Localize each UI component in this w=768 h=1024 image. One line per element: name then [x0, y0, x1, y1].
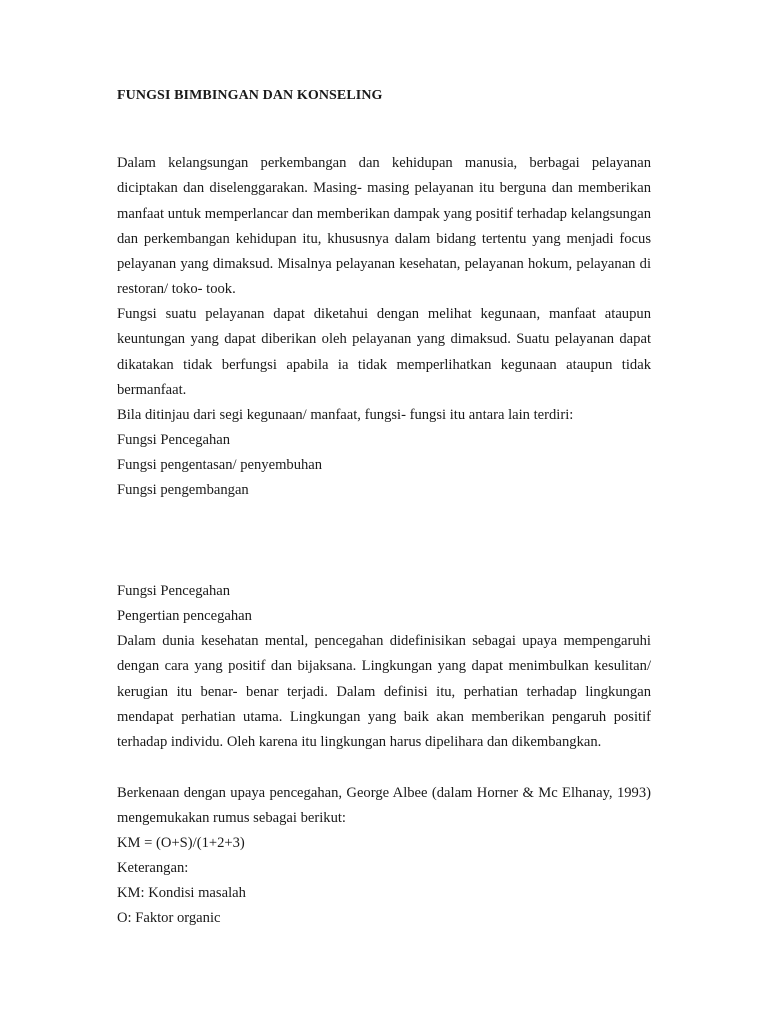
function-list-item: Fungsi Pencegahan [117, 432, 231, 448]
function-list-item: Fungsi pengembangan [117, 482, 249, 498]
function-list-item: Fungsi pengentasan/ penyembuhan [117, 457, 323, 473]
legend-item: O: Faktor organic [117, 910, 221, 926]
document-title: FUNGSI BIMBINGAN DAN KONSELING [117, 88, 383, 103]
formula: KM = (O+S)/(1+2+3) [117, 835, 245, 851]
paragraph-function-definition: Fungsi suatu pelayanan dapat diketahui dengan melihat kegunaan, manfaat ataupun keuntungan yang dapat diberikan oleh pelayanan yang dimaksud. Suatu pelayanan dapat dikatakan tidak berfungsi apabila ia tidak memperlihatkan kegunaan ataupun tidak bermanfaat. [117, 306, 651, 398]
paragraph-prevention-definition: Dalam dunia kesehatan mental, pencegahan didefinisikan sebagai upaya mempengaruhi dengan cara yang positif dan bijaksana. Lingkungan yang dapat menimbulkan kesulitan/ kerugian itu benar- benar terjadi. Dalam definisi itu, perhatian terhadap lingkungan mendapat perhatian utama. Lingkungan yang baik akan memberikan pengaruh positif terhadap individu. Oleh karena itu lingkungan harus dipelihara dan dikembangkan. [117, 633, 651, 751]
subsection-title: Pengertian pencegahan [117, 608, 252, 624]
function-list-intro: Bila ditinjau dari segi kegunaan/ manfaat, fungsi- fungsi itu antara lain terdiri: [117, 407, 574, 423]
legend-item: KM: Kondisi masalah [117, 885, 246, 901]
legend-label: Keterangan: [117, 860, 189, 876]
section-title: Fungsi Pencegahan [117, 583, 231, 599]
paragraph-introduction: Dalam kelangsungan perkembangan dan kehidupan manusia, berbagai pelayanan diciptakan dan diselenggarakan. Masing- masing pelayanan itu berguna dan memberikan manfaat untuk memperlancar dan memberikan dampak yang positif terhadap kelangsungan dan perkembangan kehidupan itu, khususnya dalam bidang tertentu yang menjadi focus pelayanan yang dimaksud. Misalnya pelayanan kesehatan, pelayanan hokum, pelayanan di restoran/ toko- took. [117, 155, 651, 298]
paragraph-albee-formula-intro: Berkenaan dengan upaya pencegahan, George Albee (dalam Horner & Mc Elhanay, 1993) mengemukakan rumus sebagai berikut: [117, 785, 651, 827]
